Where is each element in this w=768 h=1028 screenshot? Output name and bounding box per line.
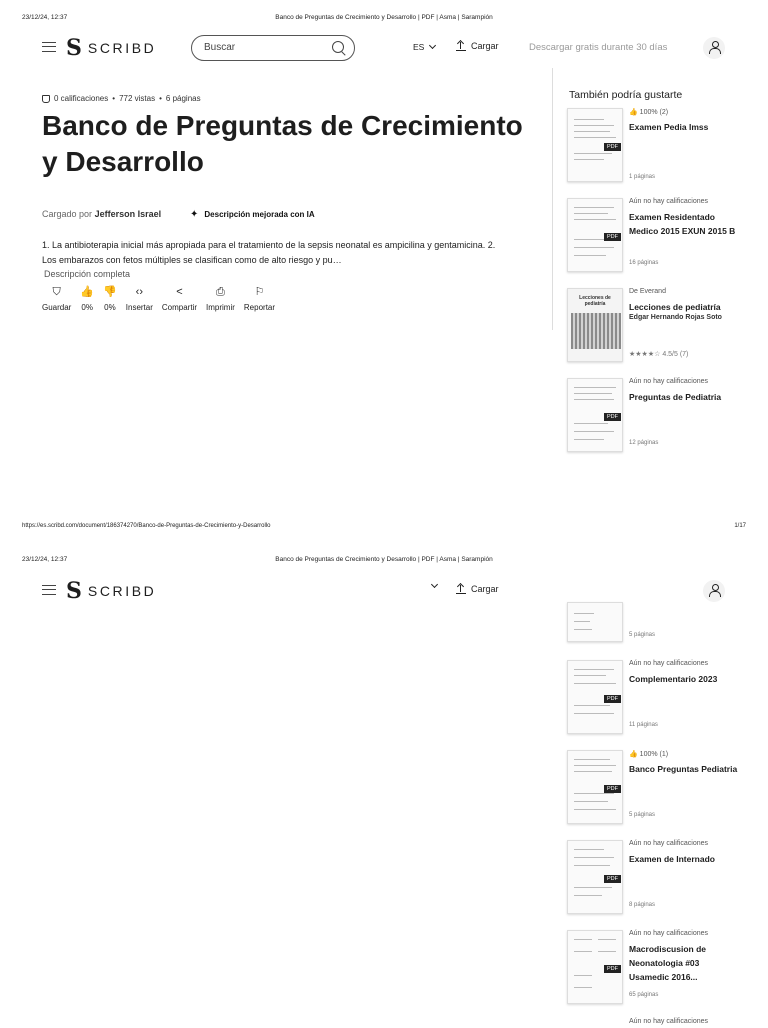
upload-label: Cargar — [471, 584, 499, 594]
ai-description-badge — [190, 209, 315, 220]
hamburger-menu-icon[interactable] — [42, 585, 56, 595]
user-account-button[interactable] — [703, 37, 725, 59]
user-icon — [709, 41, 719, 55]
doc-thumbnail — [567, 930, 623, 1004]
report-button[interactable]: ⚐ Reportar — [243, 286, 276, 312]
pdf-badge: PDF — [604, 413, 621, 421]
rec-title[interactable]: Macrodiscusion de Neonatologia #03 Usamedic 2016... — [629, 944, 706, 982]
scribd-logo-icon: S — [66, 578, 82, 604]
print-button[interactable]: ⎙ Imprimir — [206, 286, 235, 312]
print-datetime: 23/12/24, 12:37 — [22, 556, 68, 563]
pdf-badge: PDF — [604, 143, 621, 151]
scribd-logo[interactable] — [66, 36, 156, 60]
rec-rating: Aún no hay calificaciones — [629, 930, 708, 937]
doc-thumbnail — [567, 750, 623, 824]
recommendation-item[interactable] — [567, 612, 742, 650]
ai-description-label: Descripción mejorada con IA — [204, 210, 315, 219]
print-url: https://es.scribd.com/document/186374270/Banco-de-Preguntas-de-Crecimiento-y-Desarrollo — [22, 523, 271, 529]
recommendation-item[interactable] — [567, 750, 742, 830]
pdf-badge: PDF — [604, 965, 621, 973]
uploader-line: Cargado por Jefferson Israel — [42, 209, 162, 219]
rec-pages: 8 páginas — [629, 902, 656, 908]
print-icon: ⎙ — [216, 286, 225, 298]
pdf-badge: PDF — [604, 785, 621, 793]
save-button[interactable]: ⛉ Guardar — [42, 286, 72, 312]
language-selector[interactable] — [432, 585, 437, 587]
share-icon: < — [176, 286, 183, 298]
doc-thumbnail — [567, 602, 623, 642]
recommendation-item[interactable] — [567, 108, 742, 188]
rec-rating: Aún no hay calificaciones — [629, 378, 708, 385]
scribd-logo-text: SCRIBD — [87, 583, 157, 599]
rec-rating: 👍 100% (2) — [629, 109, 669, 116]
user-icon — [709, 584, 719, 598]
sidebar-divider — [552, 68, 553, 330]
site-header — [0, 30, 768, 68]
full-description-link[interactable]: Descripción completa — [44, 269, 131, 279]
print-page-title: Banco de Preguntas de Crecimiento y Desarrollo | PDF | Asma | Sarampión — [275, 556, 493, 563]
rec-pages: 11 páginas — [629, 722, 658, 728]
doc-actions — [42, 286, 275, 312]
user-account-button[interactable] — [703, 580, 725, 602]
recommendation-item[interactable] — [567, 378, 742, 458]
recommendation-item[interactable] — [567, 198, 742, 278]
rec-title[interactable]: Banco Preguntas Pediatria — [629, 764, 738, 774]
rec-pages: 16 páginas — [629, 260, 659, 266]
doc-thumbnail — [567, 198, 623, 272]
rec-title[interactable]: Complementario 2023 — [629, 674, 718, 684]
search-placeholder: Buscar — [204, 42, 236, 53]
upload-icon — [456, 584, 466, 594]
rec-author: Edgar Hernando Rojas Soto — [629, 314, 722, 321]
sparkle-icon: ✦ — [190, 209, 199, 220]
search-input[interactable] — [191, 35, 355, 61]
scribd-logo-icon: S — [66, 35, 82, 61]
upload-button[interactable] — [456, 584, 499, 594]
rec-rating: Aún no hay calificaciones — [629, 198, 708, 205]
pdf-badge: PDF — [604, 695, 621, 703]
thumbs-down-icon: 👎 — [103, 286, 117, 298]
dislike-button[interactable]: 👎 0% — [103, 286, 117, 312]
doc-thumbnail — [567, 840, 623, 914]
pdf-badge: PDF — [604, 875, 621, 883]
rec-title[interactable]: Examen de Internado — [629, 854, 715, 864]
language-selector[interactable] — [413, 42, 435, 52]
doc-ratings: 0 calificaciones — [54, 94, 109, 103]
recommendation-item[interactable] — [567, 660, 742, 740]
doc-meta: 0 calificaciones • 772 vistas • 6 páginas — [42, 94, 201, 103]
print-footer — [22, 523, 746, 533]
page-title: Banco de Preguntas de Crecimiento y Desarrollo — [42, 110, 523, 177]
doc-thumbnail — [567, 660, 623, 734]
thumbs-up-icon — [42, 95, 50, 103]
scribd-logo[interactable] — [66, 579, 156, 603]
rec-source: De Everand — [629, 288, 666, 295]
book-cover: Lecciones de pediatría — [567, 288, 623, 362]
recommendation-item[interactable] — [567, 1018, 742, 1028]
rec-pages: 65 páginas — [629, 992, 659, 998]
like-button[interactable]: 👍 0% — [80, 286, 95, 312]
rec-title[interactable]: Examen Pedia Imss — [629, 122, 709, 132]
code-icon: ‹› — [135, 286, 143, 298]
rec-pages: 12 páginas — [629, 440, 659, 446]
uploader-name[interactable]: Jefferson Israel — [94, 209, 162, 219]
print-page-number: 1/17 — [734, 523, 746, 529]
pdf-badge: PDF — [604, 233, 621, 241]
doc-thumbnail — [567, 108, 623, 182]
chevron-down-icon — [431, 581, 438, 588]
print-header — [22, 556, 746, 566]
rec-rating: Aún no hay calificaciones — [629, 1018, 708, 1025]
doc-thumbnail — [567, 378, 623, 452]
doc-pages: 6 páginas — [165, 94, 201, 103]
rec-stars: ★★★★☆ 4.5/5 (7) — [629, 351, 689, 358]
upload-button[interactable] — [456, 41, 499, 51]
rec-pages: 5 páginas — [629, 632, 656, 638]
rec-title[interactable]: Preguntas de Pediatria — [629, 392, 722, 402]
site-header — [0, 573, 768, 611]
doc-description: 1. La antibioterapia inicial más apropiada para el tratamiento de la sepsis neonatal es ampicilina y gentamicina. 2. Los embarazos con fetos múltiples se clasifican como de alto riesgo y pu… — [42, 240, 496, 265]
rec-rating: 👍 100% (1) — [629, 751, 669, 758]
print-page-title: Banco de Preguntas de Crecimiento y Desarrollo | PDF | Asma | Sarampión — [275, 14, 493, 21]
print-page-2 — [0, 550, 768, 1024]
rec-title[interactable]: Examen Residentado Medico 2015 EXUN 2015 B — [629, 212, 736, 236]
rec-rating: Aún no hay calificaciones — [629, 840, 708, 847]
hamburger-menu-icon[interactable] — [42, 42, 56, 52]
rec-pages: 1 páginas — [629, 174, 656, 180]
free-trial-button[interactable]: Descargar gratis durante 30 días — [529, 42, 668, 53]
rec-rating: Aún no hay calificaciones — [629, 660, 708, 667]
search-icon[interactable] — [332, 41, 344, 53]
print-header — [22, 14, 746, 24]
embed-button[interactable]: ‹› Insertar — [125, 286, 153, 312]
share-button[interactable]: < Compartir — [161, 286, 198, 312]
sidebar-title: También podría gustarte — [569, 89, 683, 101]
thumbs-up-icon: 👍 — [80, 286, 95, 298]
print-datetime: 23/12/24, 12:37 — [22, 14, 68, 21]
rec-pages: 5 páginas — [629, 812, 656, 818]
recommendation-item[interactable] — [567, 840, 742, 920]
chevron-down-icon — [429, 42, 436, 49]
doc-views: 772 vistas — [119, 94, 156, 103]
bookmark-icon: ⛉ — [52, 286, 61, 298]
upload-icon — [456, 41, 466, 51]
flag-icon: ⚐ — [254, 286, 265, 298]
recommendation-item[interactable] — [567, 288, 742, 368]
recommendation-item[interactable] — [567, 930, 742, 1010]
scribd-logo-text: SCRIBD — [87, 40, 157, 56]
language-label: ES — [413, 42, 425, 52]
upload-label: Cargar — [471, 41, 499, 51]
rec-title[interactable]: Lecciones de pediatría — [629, 302, 721, 312]
